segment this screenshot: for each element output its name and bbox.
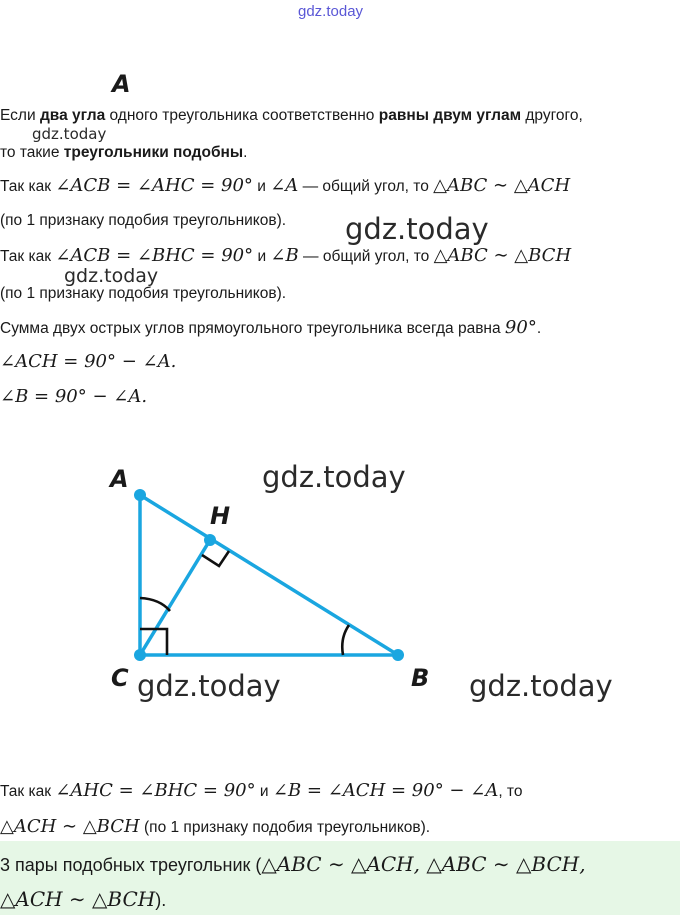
proof-line-4: (по 1 признаку подобия треугольников). (0, 285, 287, 302)
angle-arc-c (140, 598, 170, 611)
answer-line-2 (0, 887, 166, 911)
rule-line-2 (0, 143, 247, 163)
math: 90° (504, 317, 537, 338)
proof-line-1 (0, 176, 570, 197)
math: △ABC ∼ △ACH (433, 175, 571, 196)
text: Так как (0, 178, 56, 195)
point-h (204, 534, 216, 546)
proof-line-2: (по 1 признаку подобия треугольников). (0, 212, 287, 229)
watermark: gdz.today (64, 265, 159, 287)
point-c (134, 649, 146, 661)
watermark: gdz.today (262, 460, 406, 494)
math: △ACH ∼ △BCH (0, 887, 156, 911)
text: — общий угол, то (298, 248, 434, 265)
bold-text: два угла (39, 107, 106, 124)
proof-line-7: ∠B = 90° − ∠A. (0, 386, 148, 407)
text: 3 пары подобных треугольник ( (0, 855, 262, 875)
side-ab (140, 495, 398, 655)
math: ∠AHC = ∠BHC = 90° (55, 780, 256, 801)
altitude-ch (140, 540, 210, 655)
text: одного треугольника соответственно (105, 107, 379, 124)
triangle-lines (140, 495, 398, 655)
point-b (392, 649, 404, 661)
math: △ACH ∼ △BCH (0, 816, 140, 837)
proof-line-3 (0, 246, 571, 267)
problem-letter: А (112, 70, 131, 98)
math: ∠B (270, 245, 299, 266)
text: Сумма двух острых углов прямоугольного треугольника всегда равна (0, 320, 505, 337)
label-a: A (110, 465, 129, 493)
text: ). (155, 890, 167, 910)
text: другого, (521, 107, 583, 124)
watermark: gdz.today (469, 669, 613, 703)
right-angle-mark-h (202, 551, 229, 566)
text: , то (498, 783, 523, 800)
proof-line-5 (0, 318, 541, 339)
angle-arc-b (342, 625, 349, 655)
watermark: gdz.today (32, 125, 107, 143)
watermark: gdz.today (137, 669, 281, 703)
text: (по 1 признаку подобия треугольников). (139, 819, 431, 836)
text: и (252, 178, 271, 195)
label-h: H (210, 502, 231, 530)
math: ∠B = ∠ACH = 90° − ∠A (272, 780, 499, 801)
text: . (243, 144, 248, 161)
answer-line-1 (0, 852, 586, 876)
text: Если (0, 107, 40, 124)
rule-line-1 (0, 106, 583, 126)
answer-box (0, 841, 680, 915)
math: ∠ACB = ∠AHC = 90° (55, 175, 253, 196)
text: и (253, 248, 271, 265)
text: Так как (0, 783, 56, 800)
math: ∠A (270, 175, 299, 196)
label-c: C (111, 664, 129, 692)
proof-line-8 (0, 781, 522, 802)
proof-line-9 (0, 817, 430, 838)
bold-text: равны двум углам (378, 107, 522, 124)
math: ∠ACB = ∠BHC = 90° (55, 245, 254, 266)
watermark: gdz.today (345, 212, 489, 246)
label-b: B (411, 664, 430, 692)
bold-text: треугольники подобны (63, 144, 244, 161)
header-site-watermark: gdz.today (298, 3, 364, 20)
math: △ABC ∼ △BCH (433, 245, 572, 266)
point-a (134, 489, 146, 501)
math: △ABC ∼ △ACH, △ABC ∼ △BCH, (261, 852, 586, 876)
text: Так как (0, 248, 56, 265)
text: и (255, 783, 273, 800)
text: то такие (0, 144, 64, 161)
text: . (536, 320, 542, 337)
proof-line-6: ∠ACH = 90° − ∠A. (0, 351, 177, 372)
text: — общий угол, то (298, 178, 434, 195)
